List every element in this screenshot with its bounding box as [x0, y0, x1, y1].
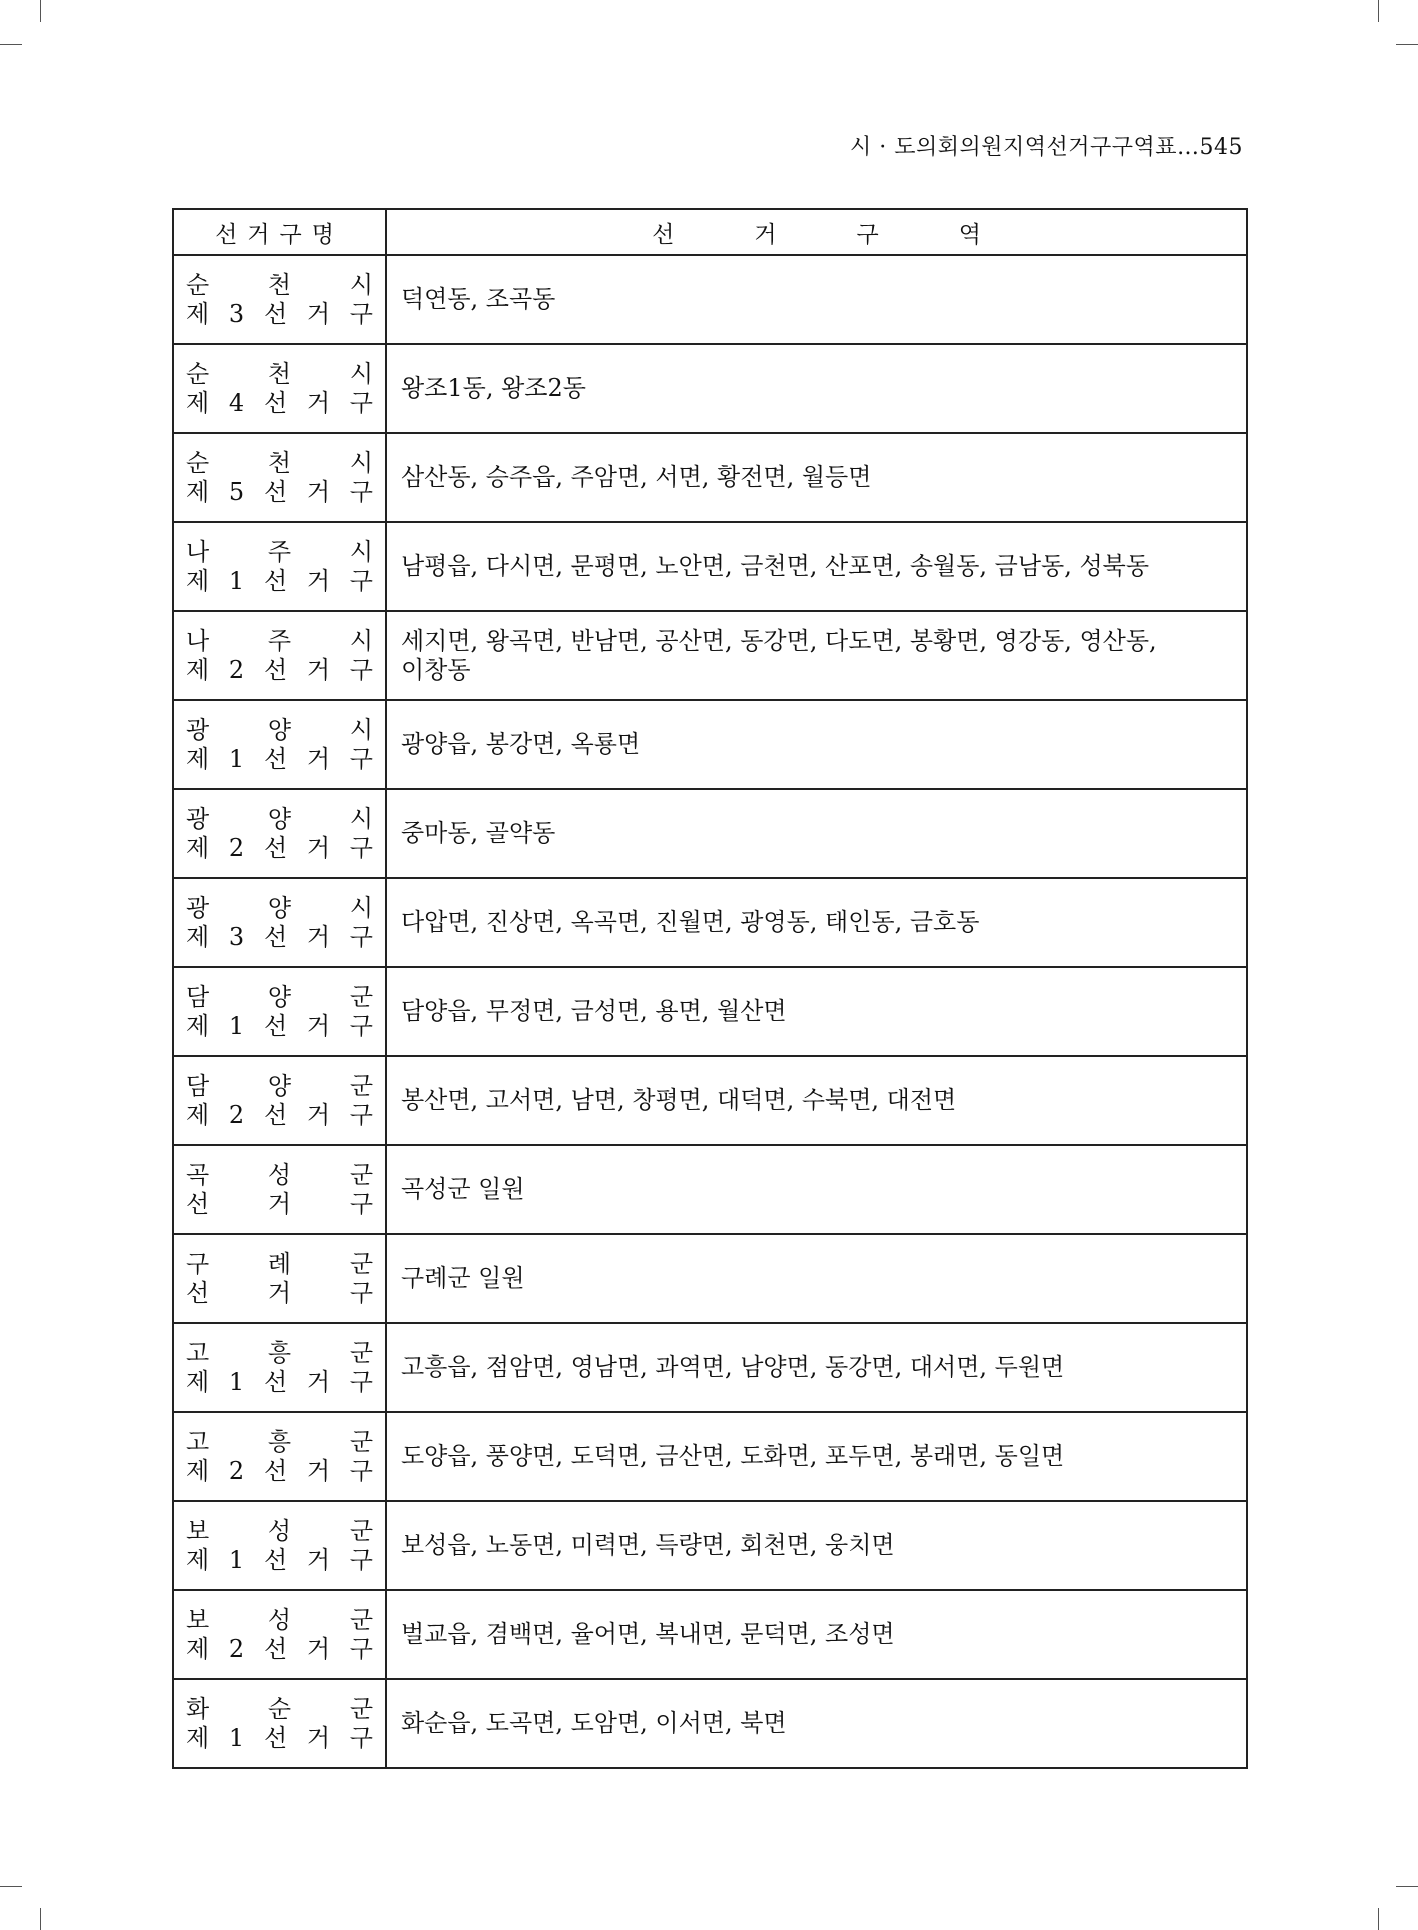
district-name-char: 시 [349, 537, 373, 566]
district-area-cell: 광양읍, 봉강면, 옥룡면 [386, 700, 1247, 789]
district-name-char: 2 [228, 1100, 245, 1129]
district-name-char: 선 [263, 1545, 288, 1574]
district-name-cell [173, 1501, 386, 1590]
district-name-char: 거 [306, 922, 331, 951]
district-name-char: 1 [228, 1545, 245, 1574]
district-name-line [184, 1606, 375, 1635]
table-header-row [173, 209, 1247, 255]
district-number-line [184, 567, 375, 596]
district-name-line [184, 1072, 375, 1101]
district-name-char: 양 [267, 893, 292, 922]
district-name-line [184, 894, 375, 923]
district-name-char: 1 [228, 1011, 245, 1040]
table-row [173, 1145, 1247, 1234]
crop-mark-top-left-vertical [40, 0, 41, 22]
table-row [173, 1323, 1247, 1412]
district-name-cell [173, 1679, 386, 1768]
district-name-char: 1 [228, 566, 245, 595]
table-row [173, 1056, 1247, 1145]
district-name-char: 구 [349, 1545, 373, 1574]
district-name-char: 시 [349, 270, 373, 299]
district-name-char: 보 [186, 1605, 210, 1634]
district-name-char: 군 [349, 1071, 373, 1100]
district-name-char: 구 [349, 655, 373, 684]
table-row [173, 1501, 1247, 1590]
district-name-char: 구 [349, 922, 373, 951]
district-number-line [184, 834, 375, 863]
table-row [173, 344, 1247, 433]
district-number-line [184, 1279, 375, 1308]
district-name-char: 거 [306, 1100, 331, 1129]
district-area-cell: 담양읍, 무정면, 금성면, 용면, 월산면 [386, 967, 1247, 1056]
district-name-char: 선 [263, 566, 288, 595]
district-name-line [184, 1161, 375, 1190]
district-name-char: 광 [186, 715, 210, 744]
crop-mark-top-right-vertical [1378, 0, 1379, 22]
district-number-line [184, 1190, 375, 1219]
district-table [172, 208, 1248, 1769]
district-name-line [184, 1517, 375, 1546]
district-number-line [184, 300, 375, 329]
district-name-char: 나 [186, 537, 210, 566]
district-name-line [184, 1339, 375, 1368]
district-area-cell: 덕연동, 조곡동 [386, 255, 1247, 344]
district-name-char: 시 [349, 626, 373, 655]
district-name-cell [173, 789, 386, 878]
district-name-char: 거 [267, 1189, 292, 1218]
district-name-char: 군 [349, 1605, 373, 1634]
district-name-char: 3 [228, 299, 245, 328]
district-name-line [184, 449, 375, 478]
district-name-char: 군 [349, 1160, 373, 1189]
district-number-line [184, 1546, 375, 1575]
district-name-char: 거 [306, 833, 331, 862]
district-name-char: 화 [186, 1694, 210, 1723]
district-area-cell: 봉산면, 고서면, 남면, 창평면, 대덕면, 수북면, 대전면 [386, 1056, 1247, 1145]
district-area-cell: 삼산동, 승주읍, 주암면, 서면, 황전면, 월등면 [386, 433, 1247, 522]
district-name-char: 선 [263, 1456, 288, 1485]
district-name-char: 3 [228, 922, 245, 951]
district-name-char: 선 [186, 1278, 210, 1307]
column-header-district-name: 선거구명 [173, 209, 386, 255]
district-name-char: 4 [228, 388, 245, 417]
area-header-char: 거 [754, 221, 777, 248]
district-name-char: 구 [349, 1278, 373, 1307]
district-name-char: 구 [349, 1634, 373, 1663]
district-name-char: 선 [263, 922, 288, 951]
district-name-line [184, 716, 375, 745]
district-name-char: 2 [228, 1456, 245, 1485]
district-name-line [184, 360, 375, 389]
district-name-char: 제 [186, 1100, 210, 1129]
district-name-char: 선 [263, 1367, 288, 1396]
district-name-char: 선 [263, 655, 288, 684]
district-name-char: 구 [349, 1011, 373, 1040]
district-name-char: 제 [186, 566, 210, 595]
district-name-char: 군 [349, 1516, 373, 1545]
district-name-cell [173, 611, 386, 700]
district-name-cell [173, 1145, 386, 1234]
running-header: 시 · 도의회의원지역선거구구역표…545 [850, 135, 1243, 160]
district-name-char: 거 [306, 1545, 331, 1574]
district-name-char: 례 [267, 1249, 292, 1278]
district-name-cell [173, 700, 386, 789]
district-name-char: 구 [349, 833, 373, 862]
district-name-char: 선 [263, 1011, 288, 1040]
district-name-char: 순 [267, 1694, 292, 1723]
district-name-cell [173, 522, 386, 611]
district-name-char: 주 [267, 626, 292, 655]
district-area-cell: 보성읍, 노동면, 미력면, 득량면, 회천면, 웅치면 [386, 1501, 1247, 1590]
table-row [173, 1679, 1247, 1768]
table-row [173, 878, 1247, 967]
district-name-char: 거 [306, 655, 331, 684]
district-name-char: 고 [186, 1427, 210, 1456]
district-name-char: 거 [306, 477, 331, 506]
district-name-char: 담 [186, 982, 210, 1011]
district-name-char: 1 [228, 744, 245, 773]
district-name-char: 구 [349, 1456, 373, 1485]
district-name-char: 2 [228, 833, 245, 862]
district-name-char: 제 [186, 922, 210, 951]
district-number-line [184, 478, 375, 507]
table-row [173, 1234, 1247, 1323]
crop-mark-bottom-right-horizontal [1396, 1886, 1418, 1887]
district-number-line [184, 1457, 375, 1486]
table-row [173, 967, 1247, 1056]
district-name-char: 제 [186, 299, 210, 328]
district-name-char: 2 [228, 655, 245, 684]
table-row [173, 611, 1247, 700]
crop-mark-top-right-horizontal [1396, 44, 1418, 45]
district-name-char: 구 [186, 1249, 210, 1278]
district-name-char: 양 [267, 982, 292, 1011]
district-area-cell: 고흥읍, 점암면, 영남면, 과역면, 남양면, 동강면, 대서면, 두원면 [386, 1323, 1247, 1412]
district-name-cell [173, 878, 386, 967]
table-row [173, 789, 1247, 878]
district-name-line [184, 271, 375, 300]
district-name-char: 순 [186, 448, 210, 477]
district-name-cell [173, 1234, 386, 1323]
district-name-char: 보 [186, 1516, 210, 1545]
district-name-line [184, 1250, 375, 1279]
district-name-char: 군 [349, 1694, 373, 1723]
district-name-char: 시 [349, 804, 373, 833]
district-name-line [184, 805, 375, 834]
district-name-char: 군 [349, 1427, 373, 1456]
district-name-char: 제 [186, 655, 210, 684]
district-name-char: 거 [306, 1723, 331, 1752]
district-name-char: 제 [186, 1545, 210, 1574]
crop-mark-bottom-left-vertical [40, 1908, 41, 1930]
district-area-cell: 구례군 일원 [386, 1234, 1247, 1323]
district-name-char: 제 [186, 744, 210, 773]
area-header-char: 구 [856, 221, 879, 248]
district-name-char: 제 [186, 1011, 210, 1040]
crop-mark-bottom-right-vertical [1378, 1908, 1379, 1930]
district-number-line [184, 745, 375, 774]
district-name-char: 양 [267, 715, 292, 744]
district-number-line [184, 1635, 375, 1664]
district-name-char: 천 [267, 359, 292, 388]
district-name-char: 흥 [267, 1427, 292, 1456]
district-name-char: 광 [186, 804, 210, 833]
district-name-char: 거 [306, 1011, 331, 1040]
district-name-char: 제 [186, 1367, 210, 1396]
district-name-cell [173, 1590, 386, 1679]
table-row [173, 700, 1247, 789]
table-row [173, 433, 1247, 522]
district-name-char: 군 [349, 982, 373, 1011]
district-name-char: 군 [349, 1338, 373, 1367]
district-name-char: 담 [186, 1071, 210, 1100]
table-row [173, 1412, 1247, 1501]
district-name-char: 선 [263, 1634, 288, 1663]
district-name-cell [173, 1412, 386, 1501]
district-name-cell [173, 1056, 386, 1145]
district-number-line [184, 1101, 375, 1130]
district-name-char: 제 [186, 1634, 210, 1663]
district-name-char: 선 [263, 833, 288, 862]
district-name-char: 천 [267, 448, 292, 477]
district-name-char: 거 [306, 388, 331, 417]
district-name-char: 거 [306, 744, 331, 773]
district-name-char: 거 [306, 299, 331, 328]
district-name-cell [173, 344, 386, 433]
district-name-char: 시 [349, 359, 373, 388]
district-name-char: 제 [186, 1456, 210, 1485]
crop-mark-top-left-horizontal [0, 44, 22, 45]
district-name-char: 구 [349, 299, 373, 328]
district-name-line [184, 1695, 375, 1724]
district-name-char: 순 [186, 270, 210, 299]
district-name-char: 주 [267, 537, 292, 566]
district-name-char: 양 [267, 804, 292, 833]
district-name-char: 구 [349, 477, 373, 506]
column-header-district-area [386, 209, 1247, 255]
district-name-char: 시 [349, 715, 373, 744]
district-area-cell: 남평읍, 다시면, 문평면, 노안면, 금천면, 산포면, 송월동, 금남동, 성북동 [386, 522, 1247, 611]
district-name-char: 구 [349, 1189, 373, 1218]
district-name-char: 제 [186, 388, 210, 417]
district-area-cell: 중마동, 골약동 [386, 789, 1247, 878]
district-name-char: 구 [349, 744, 373, 773]
district-number-line [184, 1368, 375, 1397]
area-header-char: 역 [958, 221, 981, 248]
table-row [173, 522, 1247, 611]
district-name-char: 거 [306, 1367, 331, 1396]
district-name-char: 1 [228, 1367, 245, 1396]
district-area-cell: 다압면, 진상면, 옥곡면, 진월면, 광영동, 태인동, 금호동 [386, 878, 1247, 967]
table-row [173, 255, 1247, 344]
area-header-char: 선 [652, 221, 675, 248]
district-name-char: 1 [228, 1723, 245, 1752]
district-name-char: 순 [186, 359, 210, 388]
district-name-char: 광 [186, 893, 210, 922]
district-name-char: 성 [267, 1605, 292, 1634]
district-name-char: 거 [267, 1278, 292, 1307]
district-name-cell [173, 1323, 386, 1412]
district-name-cell [173, 255, 386, 344]
district-number-line [184, 923, 375, 952]
district-name-char: 선 [263, 744, 288, 773]
district-name-char: 성 [267, 1516, 292, 1545]
district-name-line [184, 1428, 375, 1457]
district-name-char: 시 [349, 893, 373, 922]
district-area-cell: 벌교읍, 겸백면, 율어면, 복내면, 문덕면, 조성면 [386, 1590, 1247, 1679]
district-name-line [184, 627, 375, 656]
district-name-char: 구 [349, 1723, 373, 1752]
district-name-char: 성 [267, 1160, 292, 1189]
district-name-char: 2 [228, 1634, 245, 1663]
district-name-char: 선 [263, 1723, 288, 1752]
district-number-line [184, 389, 375, 418]
district-name-char: 거 [306, 1634, 331, 1663]
district-name-char: 5 [228, 477, 245, 506]
district-name-char: 거 [306, 566, 331, 595]
district-area-cell: 왕조1동, 왕조2동 [386, 344, 1247, 433]
district-name-cell [173, 433, 386, 522]
crop-mark-bottom-left-horizontal [0, 1886, 22, 1887]
district-name-char: 제 [186, 477, 210, 506]
table-row [173, 1590, 1247, 1679]
district-name-char: 곡 [186, 1160, 210, 1189]
district-name-char: 선 [263, 388, 288, 417]
district-name-char: 고 [186, 1338, 210, 1367]
district-name-char: 구 [349, 566, 373, 595]
district-name-cell [173, 967, 386, 1056]
district-name-char: 흥 [267, 1338, 292, 1367]
district-name-char: 선 [263, 477, 288, 506]
district-name-char: 나 [186, 626, 210, 655]
district-name-char: 군 [349, 1249, 373, 1278]
district-name-char: 구 [349, 1367, 373, 1396]
district-name-char: 제 [186, 1723, 210, 1752]
district-name-char: 시 [349, 448, 373, 477]
district-name-char: 양 [267, 1071, 292, 1100]
district-name-line [184, 538, 375, 567]
district-number-line [184, 1012, 375, 1041]
district-name-char: 구 [349, 1100, 373, 1129]
district-name-line [184, 983, 375, 1012]
district-name-char: 선 [263, 299, 288, 328]
district-name-char: 선 [263, 1100, 288, 1129]
district-area-cell: 화순읍, 도곡면, 도암면, 이서면, 북면 [386, 1679, 1247, 1768]
district-number-line [184, 656, 375, 685]
district-area-cell: 곡성군 일원 [386, 1145, 1247, 1234]
district-name-char: 구 [349, 388, 373, 417]
district-area-cell: 세지면, 왕곡면, 반남면, 공산면, 동강면, 다도면, 봉황면, 영강동, 영산동, 이창동 [386, 611, 1247, 700]
district-area-cell: 도양읍, 풍양면, 도덕면, 금산면, 도화면, 포두면, 봉래면, 동일면 [386, 1412, 1247, 1501]
district-name-char: 거 [306, 1456, 331, 1485]
district-name-char: 천 [267, 270, 292, 299]
district-name-char: 선 [186, 1189, 210, 1218]
district-name-char: 제 [186, 833, 210, 862]
district-number-line [184, 1724, 375, 1753]
